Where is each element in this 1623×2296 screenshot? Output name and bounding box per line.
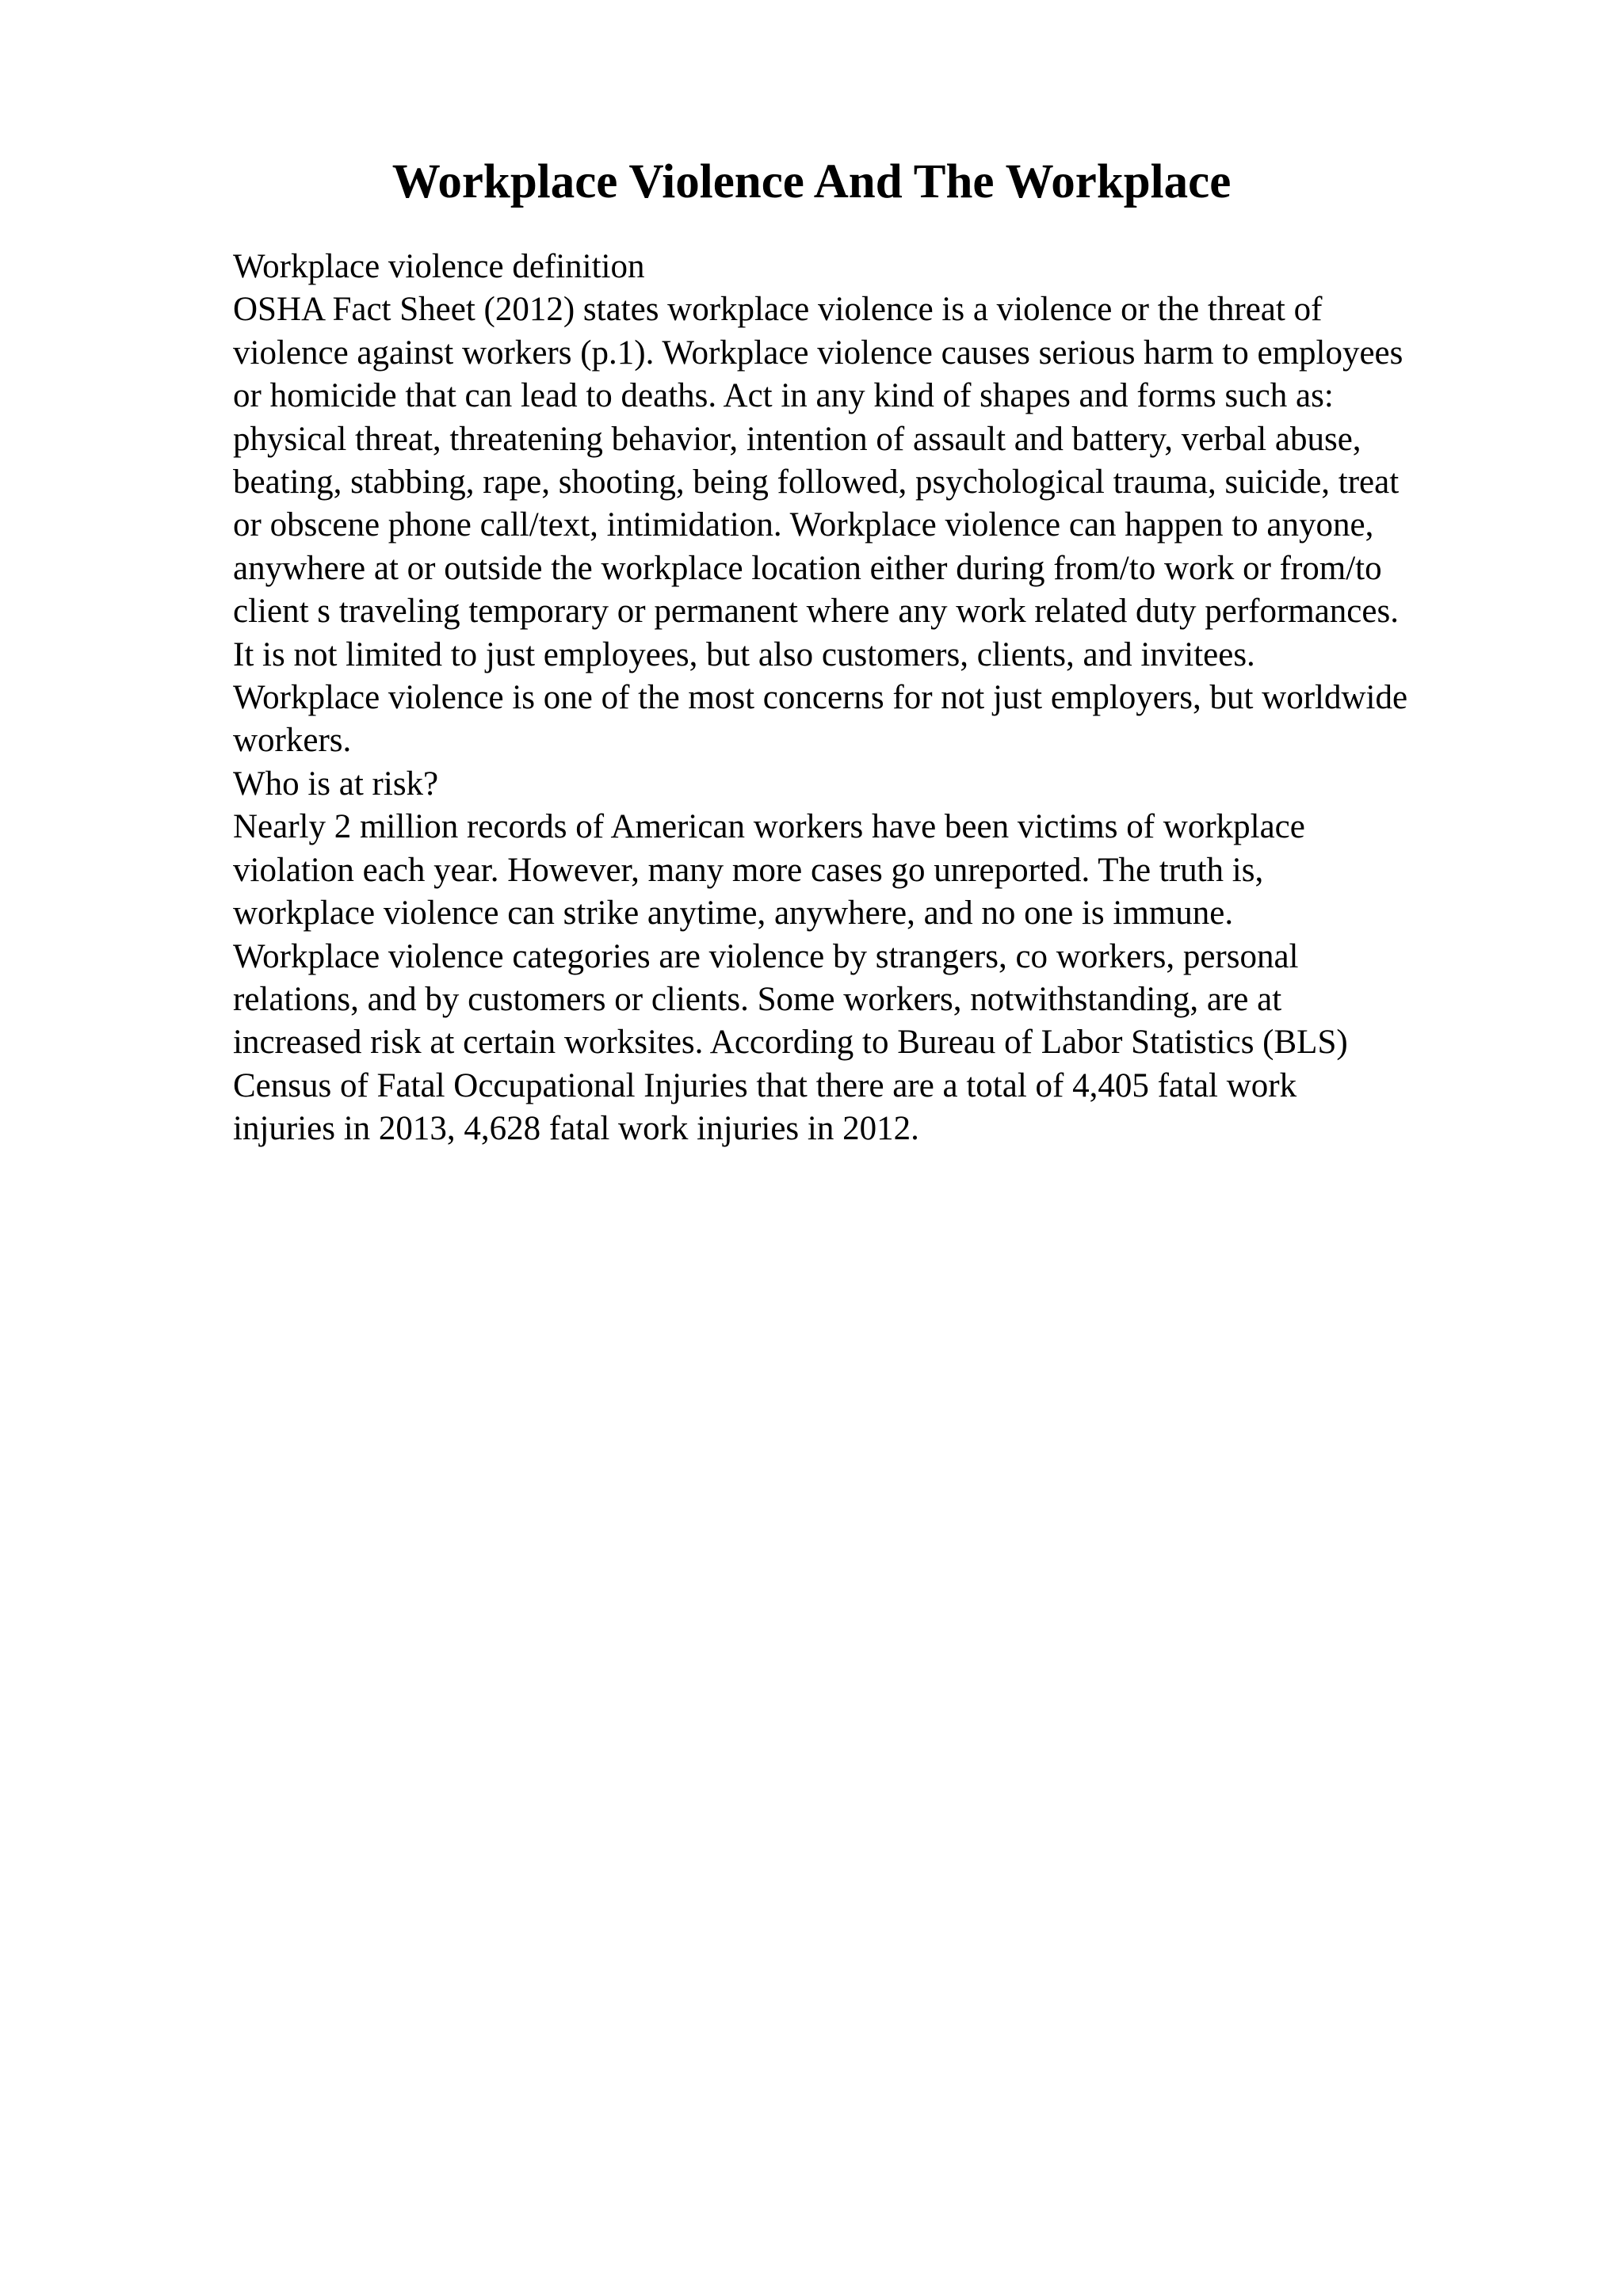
paragraph-line: violation each year. However, many more cases go unreported. The truth is, xyxy=(233,851,1264,889)
paragraph-line: injuries in 2013, 4,628 fatal work injuries in 2012. xyxy=(233,1110,919,1148)
paragraph-line: relations, and by customers or clients. Some workers, notwithstanding, are at xyxy=(233,980,1282,1018)
paragraph-line: or homicide that can lead to deaths. Act in any kind of shapes and forms such as: xyxy=(233,377,1334,415)
paragraph-line: Census of Fatal Occupational Injuries that there are a total of 4,405 fatal work xyxy=(233,1066,1297,1104)
paragraph-line: Nearly 2 million records of American workers have been victims of workplace xyxy=(233,808,1305,846)
paragraph-line: workers. xyxy=(233,722,352,760)
paragraph-line: Workplace violence categories are violence by strangers, co workers, personal xyxy=(233,937,1299,975)
paragraph-line: increased risk at certain worksites. According to Bureau of Labor Statistics (BLS) xyxy=(233,1024,1348,1062)
document-title: Workplace Violence And The Workplace xyxy=(391,155,1232,208)
paragraph-line: anywhere at or outside the workplace location either during from/to work or from/to xyxy=(233,549,1382,587)
paragraph-line: OSHA Fact Sheet (2012) states workplace violence is a violence or the threat of xyxy=(233,291,1323,329)
paragraph-line: Workplace violence is one of the most concerns for not just employers, but worldwide xyxy=(233,679,1408,717)
paragraph-line: workplace violence can strike anytime, anywhere, and no one is immune. xyxy=(233,894,1234,933)
document-body xyxy=(233,246,1533,1151)
paragraph-line: or obscene phone call/text, intimidation. Workplace violence can happen to anyone, xyxy=(233,506,1374,544)
paragraph-line: client s traveling temporary or permanent where any work related duty performances. xyxy=(233,593,1399,631)
section-heading-definition: Workplace violence definition xyxy=(233,248,645,285)
paragraph-line: violence against workers (p.1). Workplace violence causes serious harm to employees xyxy=(233,334,1403,372)
section-heading-risk: Who is at risk? xyxy=(233,765,439,803)
paragraph-line: physical threat, threatening behavior, intention of assault and battery, verbal abuse, xyxy=(233,420,1361,458)
paragraph-line: beating, stabbing, rape, shooting, being followed, psychological trauma, suicide, treat xyxy=(233,463,1400,502)
paragraph-line: It is not limited to just employees, but also customers, clients, and invitees. xyxy=(233,635,1255,673)
